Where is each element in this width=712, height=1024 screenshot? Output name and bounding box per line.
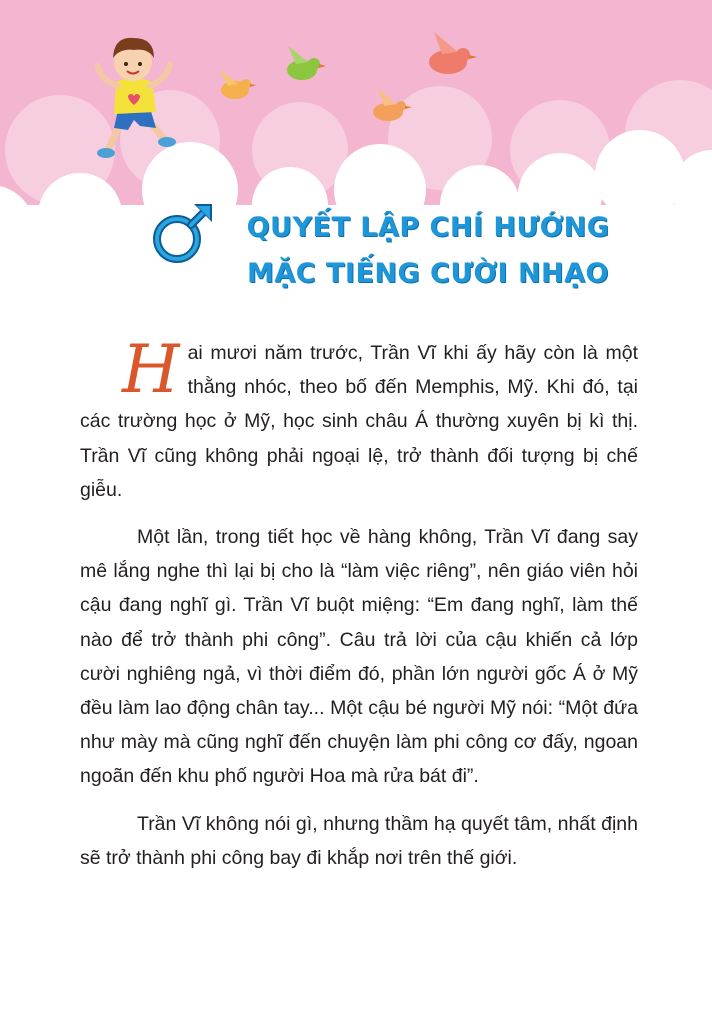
paragraph-1 xyxy=(80,331,638,507)
title-line-2: MẶC TIẾNG CƯỜI NHẠO xyxy=(247,258,609,289)
title-line-1: QUYẾT LẬP CHÍ HƯỚNG xyxy=(246,212,610,243)
dropcap-letter: H xyxy=(122,331,180,408)
header-illustration xyxy=(0,0,712,230)
chapter-title xyxy=(150,198,650,308)
story-body xyxy=(80,331,638,888)
paragraph-1-text: ai mươi năm trước, Trần Vĩ khi ấy hãy còn là một thằng nhóc, theo bố đến Memphis, Mỹ. Khi đó, tại các trường học ở Mỹ, học sinh châu Á thường xuyên bị kì thị. Trần Vĩ cũng không phải ngoại lệ, trở thành đối tượng bị chế giễu. xyxy=(80,342,638,501)
paragraph-3: Trần Vĩ không nói gì, nhưng thầm hạ quyết tâm, nhất định sẽ trở thành phi công bay đi khắp nơi trên thế giới. xyxy=(80,812,638,869)
male-symbol-icon xyxy=(150,198,218,266)
paragraph-2: Một lần, trong tiết học về hàng không, Trần Vĩ đang say mê lắng nghe thì lại bị cho là “làm việc riêng”, nên giáo viên hỏi cậu đang nghĩ gì. Trần Vĩ buột miệng: “Em đang nghĩ, làm thế nào để trở thành phi công”. Câu trả lời của cậu khiến cả lớp cười nghiêng ngả, vì thời điểm đó, phần lớn người gốc Á ở Mỹ đều làm lao động chân tay... Một cậu bé người Mỹ nói: “Một đứa như mày mà cũng nghĩ đến chuyện làm phi công cơ đấy, ngoan ngoãn đến khu phố người Hoa mà rửa bát đi”. xyxy=(80,526,638,788)
